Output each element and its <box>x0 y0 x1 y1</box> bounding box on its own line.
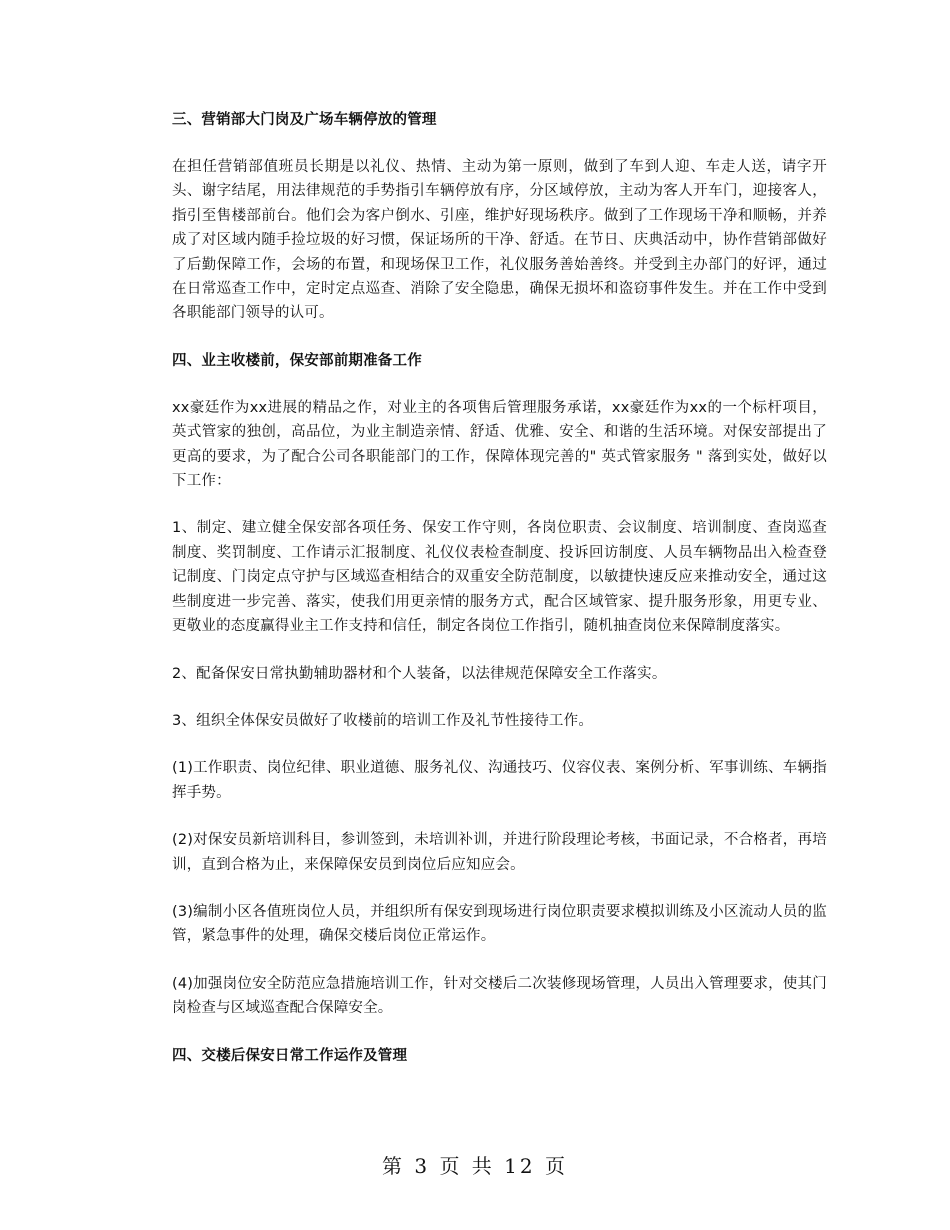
paragraph-subitem-3: (3)编制小区各值班岗位人员，并组织所有保安到现场进行岗位职责要求模拟训练及小区流动人员的监管，紧急事件的处理，确保交楼后岗位正常运作。 <box>172 903 827 945</box>
paragraph-item-3-training: 3、组织全体保安员做好了收楼前的培训工作及礼节性接待工作。 <box>172 712 594 729</box>
paragraph-project-intro: xx豪廷作为xx进展的精品之作，对业主的各项售后管理服务承诺，xx豪廷作为xx的一个标杆项目，英式管家的独创，高品位，为业主制造亲情、舒适、优雅、安全、和谐的生活环境。对保安部提出了更高的要求，为了配合公司各职能部门的工作，保障体现完善的" 英式管家服务 " 落到实处，做好以下工作： <box>172 399 827 490</box>
paragraph-subitem-4: (4)加强岗位安全防范应急措施培训工作，针对交楼后二次装修现场管理，人员出入管理要求，使其门岗检查与区域巡查配合保障安全。 <box>172 975 827 1017</box>
section-heading-gate-parking: 三、营销部大门岗及广场车辆停放的管理 <box>172 112 437 128</box>
section-heading-pre-handover: 四、业主收楼前，保安部前期准备工作 <box>172 352 422 369</box>
paragraph-subitem-2: (2)对保安员新培训科目，参训签到，未培训补训，并进行阶段理论考核，书面记录，不合格者，再培训，直到合格为止，来保障保安员到岗位后应知应会。 <box>172 832 827 873</box>
paragraph-gate-duty: 在担任营销部值班员长期是以礼仪、热情、主动为第一原则，做到了车到人迎、车走人送，请字开头、谢字结尾，用法律规范的手势指引车辆停放有序，分区域停放，主动为客人开车门，迎接客人，指引至售楼部前台。他们会为客户倒水、引座，维护好现场秩序。做到了工作现场干净和顺畅，并养成了对区域内随手捡垃圾的好习惯，保证场所的干净、舒适。在节日、庆典活动中，协作营销部做好了后勤保障工作，会场的布置，和现场保卫工作，礼仪服务善始善终。并受到主办部门的好评，通过在日常巡查工作中，定时定点巡查、消除了安全隐患，确保无损坏和盗窃事件发生。并在工作中受到各职能部门领导的认可。 <box>172 159 827 322</box>
paragraph-item-1-regulations: 1、制定、建立健全保安部各项任务、保安工作守则，各岗位职责、会议制度、培训制度、查岗巡查制度、奖罚制度、工作请示汇报制度、礼仪仪表检查制度、投诉回访制度、人员车辆物品出入检查登记制度、门岗定点守护与区域巡查相结合的双重安全防范制度，以敏捷快速反应来推动安全，通过这些制度进一步完善、落实，使我们用更亲情的服务方式，配合区域管家、提升服务形象，用更专业、更敬业的态度赢得业主工作支持和信任，制定各岗位工作指引，随机抽查岗位来保障制度落实。 <box>172 520 827 635</box>
paragraph-item-2-equipment: 2、配备保安日常执勤辅助器材和个人装备，以法律规范保障安全工作落实。 <box>172 665 667 682</box>
section-heading-post-handover: 四、交楼后保安日常工作运作及管理 <box>172 1047 408 1064</box>
document-body <box>172 108 827 1091</box>
page-number-footer: 第 3 页 共 12 页 <box>382 1154 568 1178</box>
paragraph-subitem-1: (1)工作职责、岗位纪律、职业道德、服务礼仪、沟通技巧、仪容仪表、案例分析、军事训练、车辆指挥手势。 <box>172 760 827 801</box>
